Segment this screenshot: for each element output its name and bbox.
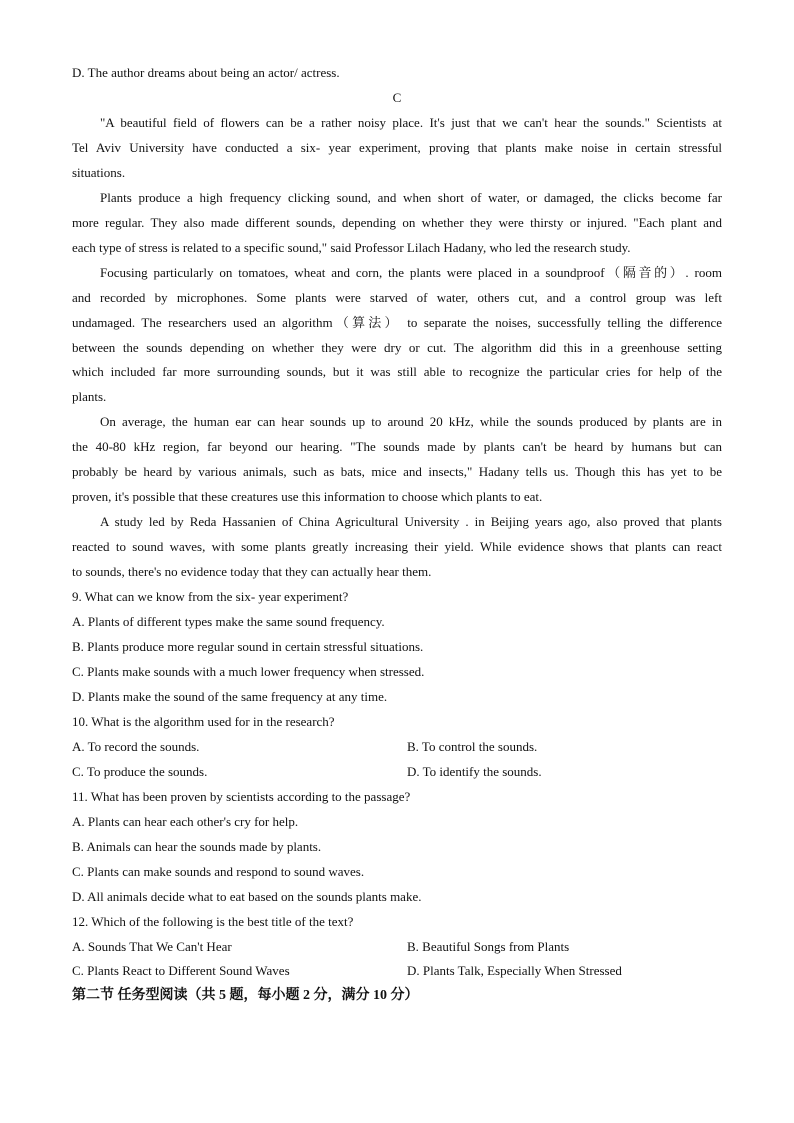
question-10-option-a: A. To record the sounds. (72, 739, 200, 754)
question-10-option-b: B. To control the sounds. (407, 739, 538, 754)
question-12-option-d: D. Plants Talk, Especially When Stressed (407, 963, 622, 978)
question-10-stem: 10. What is the algorithm used for in the research? (72, 714, 335, 729)
passage-line: Tel Aviv University have conducted a six- year experiment, proving that plants make noise in certain stressful (72, 140, 722, 155)
question-9-option-c: C. Plants make sounds with a much lower frequency when stressed. (72, 664, 425, 679)
passage-line: probably be heard by various animals, such as bats, mice and insects," Hadany tells us. Though this has yet to be (72, 464, 722, 479)
question-11-option-d: D. All animals decide what to eat based on the sounds plants make. (72, 889, 422, 904)
question-12-option-b: B. Beautiful Songs from Plants (407, 939, 570, 954)
passage-line: proven, it's possible that these creatures use this information to choose which plants to eat. (72, 489, 543, 504)
question-9-stem: 9. What can we know from the six- year experiment? (72, 589, 349, 604)
question-12-option-a: A. Sounds That We Can't Hear (72, 939, 232, 954)
question-12-option-c: C. Plants React to Different Sound Waves (72, 963, 290, 978)
passage-line: each type of stress is related to a specific sound," said Professor Lilach Hadany, who led the research study. (72, 240, 631, 255)
passage-line: to sounds, there's no evidence today that they can actually hear them. (72, 564, 432, 579)
passage-line: and recorded by microphones. Some plants were starved of water, others cut, and a control group was left (72, 290, 722, 305)
passage-line: Plants produce a high frequency clicking sound, and when short of water, or damaged, the clicks become far (100, 190, 722, 205)
passage-line: undamaged. The researchers used an algorithm（算法） to separate the noises, successfully telling the difference (72, 315, 722, 330)
passage-line: A study led by Reda Hassanien of China Agricultural University . in Beijing years ago, also proved that plants (100, 514, 722, 529)
passage-line: more regular. They also made different sounds, depending on whether they were thirsty or injured. "Each plant and (72, 215, 722, 230)
question-12-stem: 12. Which of the following is the best title of the text? (72, 914, 354, 929)
passage-line: On average, the human ear can hear sounds up to around 20 kHz, while the sounds produced by plants are in (100, 414, 722, 429)
section-heading: 第二节 任务型阅读（共 5 题，每小题 2 分，满分 10 分） (72, 988, 419, 1003)
question-11-stem: 11. What has been proven by scientists according to the passage? (72, 789, 411, 804)
prev-option-d: D. The author dreams about being an actor/ actress. (72, 65, 340, 80)
passage-line: situations. (72, 165, 126, 180)
passage-letter: C (392, 90, 402, 105)
passage-line: between the sounds depending on whether they were dry or cut. The algorithm did this in a greenhouse setting (72, 340, 722, 355)
question-10-option-c: C. To produce the sounds. (72, 764, 208, 779)
question-11-option-b: B. Animals can hear the sounds made by plants. (72, 839, 322, 854)
question-10-option-d: D. To identify the sounds. (407, 764, 542, 779)
question-9-option-a: A. Plants of different types make the same sound frequency. (72, 614, 385, 629)
passage-line: Focusing particularly on tomatoes, wheat and corn, the plants were placed in a soundproof（隔音的）. room (100, 265, 722, 280)
question-11-option-c: C. Plants can make sounds and respond to sound waves. (72, 864, 365, 879)
question-9-option-d: D. Plants make the sound of the same frequency at any time. (72, 689, 388, 704)
passage-line: reacted to sound waves, with some plants greatly increasing their yield. While evidence shows that plants can react (72, 539, 722, 554)
passage-line: "A beautiful field of flowers can be a rather noisy place. It's just that we can't hear the sounds." Scientists at (100, 115, 722, 130)
question-9-option-b: B. Plants produce more regular sound in certain stressful situations. (72, 639, 424, 654)
passage-line: the 40-80 kHz region, far beyond our hearing. "The sounds made by plants can't be heard by humans but can (72, 439, 722, 454)
question-11-option-a: A. Plants can hear each other's cry for help. (72, 814, 299, 829)
passage-line: which included far more surrounding sounds, but it was still able to recognize the particular cries for help of the (72, 364, 722, 379)
passage-line: plants. (72, 389, 107, 404)
